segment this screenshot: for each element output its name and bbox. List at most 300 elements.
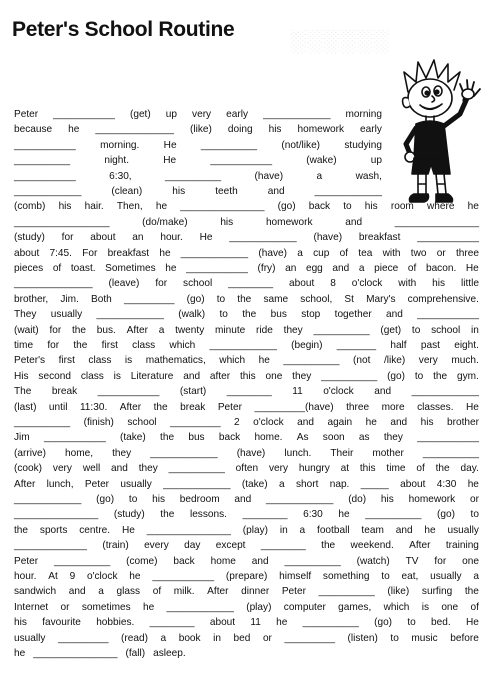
word: (take) (119, 432, 146, 444)
blank-field[interactable]: ____________ (14, 494, 82, 505)
word: 7:45. (49, 247, 72, 259)
word: At (48, 571, 58, 582)
word: hobbies. (96, 617, 135, 629)
word: his (380, 494, 394, 505)
blank-field[interactable]: _______________ (180, 201, 265, 213)
word: to (407, 617, 416, 629)
blank-field[interactable]: ___________ (417, 309, 479, 321)
word: Peter (217, 401, 242, 413)
word: in (471, 324, 479, 336)
word: first (101, 340, 118, 351)
word: in (213, 632, 221, 644)
blank-field[interactable]: ____________ (180, 247, 249, 259)
text-line (14, 446, 479, 461)
word: (take) (241, 478, 268, 490)
blank-field[interactable]: ____________ (263, 109, 331, 120)
word: to (381, 571, 390, 582)
blank-field[interactable]: __________ (318, 586, 375, 598)
word: early (226, 109, 249, 120)
word: (arrive) (14, 447, 46, 459)
word: a (158, 324, 165, 336)
blank-field[interactable]: ________ (149, 617, 195, 629)
word: (leave) (108, 278, 140, 290)
word: his (172, 186, 186, 197)
word: studying (344, 139, 382, 151)
word: half (390, 340, 407, 351)
word: morning (345, 109, 382, 120)
word: (begin) (291, 340, 323, 351)
word: until (48, 401, 68, 413)
text-line (14, 507, 479, 522)
blank-field[interactable]: ______________ (14, 278, 93, 290)
word: usually (430, 571, 462, 582)
word: he (424, 524, 436, 536)
blank-field[interactable]: __________ (14, 155, 71, 167)
word: a (98, 586, 104, 598)
text-line (14, 477, 479, 492)
blank-field[interactable]: __________ (200, 139, 258, 151)
blank-field[interactable]: ___________ (53, 109, 115, 120)
word: (train) (102, 540, 129, 552)
word: of (416, 463, 425, 475)
word: bed. (431, 617, 451, 629)
word: brother (447, 417, 479, 428)
word: Sometimes (105, 263, 156, 274)
word: where (427, 201, 455, 213)
blank-field[interactable]: ________ (242, 509, 288, 521)
blank-field[interactable]: _________ (57, 632, 109, 644)
word: home (210, 555, 236, 567)
word: usually (120, 478, 152, 490)
word: (like) (190, 124, 212, 136)
word: he (467, 478, 479, 490)
word: for (155, 278, 168, 290)
word: asleep. (153, 648, 186, 659)
word: of (152, 586, 162, 598)
word: homework (265, 216, 313, 228)
blank-field[interactable]: _______________ (33, 648, 118, 659)
word: eat, (401, 571, 419, 582)
word: 2 (234, 417, 240, 428)
word: they (138, 463, 158, 475)
word: Jim. (60, 293, 79, 305)
word: after (209, 370, 231, 382)
blank-field[interactable]: _________________ (14, 216, 110, 228)
word: book (178, 632, 201, 644)
blank-field[interactable]: __________ (284, 555, 341, 567)
blank-field[interactable]: ___________ (186, 263, 248, 274)
blank-field[interactable]: _______________ (394, 216, 479, 228)
word: for (61, 232, 74, 244)
blank-field[interactable]: _______ (336, 340, 377, 351)
blank-field[interactable]: __________ (321, 370, 378, 382)
page-title: Peter's School Routine (12, 18, 235, 41)
blank-field[interactable]: _________ (123, 293, 175, 305)
blank-field[interactable]: __________ (54, 555, 111, 567)
word: which (383, 601, 410, 613)
word: back (173, 555, 195, 567)
word: time (14, 340, 34, 351)
word: TV (405, 555, 419, 567)
word: himself (279, 571, 312, 582)
word: morning. (100, 139, 140, 151)
text-line (14, 646, 479, 661)
word: which (219, 355, 246, 367)
blank-field[interactable]: ____________ (96, 309, 164, 321)
word: (finish) (83, 417, 114, 428)
word: (like) (387, 586, 410, 598)
word: usually (14, 632, 46, 644)
word: back (308, 201, 331, 213)
word: to (390, 632, 399, 644)
word: one (265, 370, 283, 382)
word: the (160, 509, 175, 521)
word: about (400, 478, 426, 490)
word: (cook) (14, 463, 43, 475)
blank-field[interactable]: ___________ (210, 155, 273, 167)
word: bus (188, 432, 205, 444)
text-line (14, 538, 479, 553)
word: (go) (277, 201, 296, 213)
word: o'clock (253, 417, 284, 428)
word: and (234, 494, 252, 505)
word: He (163, 155, 177, 167)
word: a (358, 263, 365, 274)
word: He (121, 524, 135, 536)
word: he (129, 571, 141, 582)
word: 11 (292, 386, 303, 398)
word: with (398, 278, 417, 290)
blank-field[interactable]: ____________ (266, 494, 334, 505)
word: After (126, 324, 148, 336)
word: (go) (436, 509, 455, 521)
blank-field[interactable]: ____________ (166, 601, 234, 613)
blank-field[interactable]: __________ (14, 417, 71, 428)
word: his (364, 201, 378, 213)
word: to (128, 494, 138, 505)
word: two (410, 247, 427, 259)
text-line (14, 600, 479, 615)
word: again (327, 417, 353, 428)
word: of (470, 601, 479, 613)
word: to (343, 201, 352, 213)
word: the (321, 540, 336, 552)
word: he (365, 417, 377, 428)
word: glass (116, 586, 141, 598)
word: Then, (116, 201, 143, 213)
blank-field[interactable]: ___________ (152, 571, 215, 582)
word: one (462, 555, 479, 567)
word: very (192, 109, 212, 120)
word: egg (305, 263, 323, 274)
word: the (153, 401, 168, 413)
word: piece (374, 263, 399, 274)
word: and (251, 555, 269, 567)
word: his (152, 494, 165, 505)
word: time (386, 463, 406, 475)
word: o'clock (86, 571, 118, 582)
word: lessons. (189, 509, 227, 521)
word: /like) (383, 355, 406, 367)
word: weekend. (350, 540, 394, 552)
blank-field[interactable]: __________ (165, 170, 222, 182)
word: about (209, 617, 236, 629)
blank-field[interactable]: ________ (228, 278, 274, 290)
word: together (334, 309, 372, 321)
word: dinner (241, 586, 270, 598)
word: He (465, 617, 479, 629)
word: this (359, 463, 376, 475)
word: they (283, 324, 303, 336)
blank-field[interactable]: __________ (365, 509, 422, 521)
blank-field[interactable]: ____________ (14, 186, 82, 197)
word: (go) (374, 617, 393, 629)
word: minute (215, 324, 246, 336)
text-line (14, 261, 479, 276)
blank-field[interactable]: ____________ (163, 478, 231, 490)
blank-field[interactable]: __________ (422, 447, 479, 459)
word: games, (338, 601, 372, 613)
blank-field[interactable]: _____ (360, 478, 389, 490)
word: about (289, 278, 315, 290)
word: except (215, 540, 246, 552)
word: before (450, 632, 479, 644)
word: mathematics, (145, 355, 206, 367)
word: and (374, 386, 392, 398)
word: for (434, 555, 447, 567)
word: class (132, 340, 156, 351)
word: or (60, 601, 70, 613)
word: wash, (355, 170, 382, 182)
blank-field[interactable]: __________ (283, 355, 340, 367)
blank-field[interactable]: ________ (260, 540, 306, 552)
word: hair. (84, 201, 104, 213)
blank-field[interactable]: ___________ (417, 432, 479, 444)
blank-field[interactable]: ______________ (95, 124, 174, 136)
text-line (14, 276, 479, 291)
word: breakfast (107, 247, 150, 259)
word: up (165, 109, 177, 120)
blank-field[interactable]: _______________ (14, 509, 99, 521)
word: break (180, 401, 206, 413)
word: 9 (69, 571, 76, 582)
word: of (52, 263, 62, 274)
word: and (267, 186, 285, 197)
word: (clean) (111, 186, 143, 197)
blank-field[interactable]: __________ (302, 617, 359, 629)
blank-field[interactable]: ___________ (417, 232, 479, 244)
word: early (360, 124, 382, 136)
word: (do/make) (142, 216, 188, 228)
word: his (268, 124, 282, 136)
word: he (276, 617, 288, 629)
word: 4:30 (436, 478, 457, 490)
word: (comb) (14, 201, 46, 213)
word: one (441, 601, 459, 613)
word: room (390, 201, 414, 213)
text-line (14, 169, 382, 184)
blank-field[interactable]: _________ (170, 417, 221, 428)
word: Both (91, 293, 112, 305)
blank-field[interactable]: _____________ (14, 540, 87, 552)
word: first (58, 355, 75, 367)
word: well (82, 463, 101, 475)
word: twenty (175, 324, 205, 336)
text-line (14, 631, 479, 646)
word: music (411, 632, 438, 644)
word: he (14, 648, 26, 659)
blank-field[interactable]: __________ (313, 324, 370, 336)
word: and (332, 263, 350, 274)
word: teeth (215, 186, 238, 197)
word: milk. (173, 586, 195, 598)
word: He (466, 401, 479, 413)
word: they (383, 432, 403, 444)
blank-field[interactable]: ____________ (411, 386, 479, 398)
word: up (370, 155, 382, 167)
word: something (322, 571, 370, 582)
word: nap. (329, 478, 350, 490)
word: a (473, 571, 479, 582)
word: After (207, 586, 229, 598)
word: His (14, 370, 29, 382)
word: Peter (84, 478, 110, 490)
word: same (263, 293, 289, 305)
text-line (14, 554, 479, 569)
word: As (296, 432, 309, 444)
word: hungry (298, 463, 330, 475)
word: doing (227, 124, 253, 136)
text-line (14, 430, 479, 445)
word: lunch, (46, 478, 74, 490)
word: second (38, 370, 71, 382)
word: bedroom (179, 494, 220, 505)
word: (get) (129, 109, 151, 120)
text-line (14, 461, 479, 476)
text-line (14, 584, 479, 599)
text-line (14, 107, 382, 122)
word: (read) (121, 632, 148, 644)
word: Peter (281, 586, 306, 598)
word: his (432, 278, 446, 290)
word: with (382, 247, 401, 259)
word: For (82, 247, 98, 259)
word: his (58, 201, 72, 213)
word: this (239, 370, 256, 382)
word: tea (358, 247, 373, 259)
word: He (163, 139, 177, 151)
word: the (71, 324, 87, 336)
word: the (435, 463, 450, 475)
blank-field[interactable]: __________ (168, 463, 225, 475)
word: 6:30, (109, 170, 132, 182)
word: his (14, 617, 27, 629)
word: an (285, 263, 297, 274)
text-line (14, 615, 479, 630)
text-line (14, 199, 479, 214)
word: The (14, 386, 32, 398)
text-line (14, 153, 382, 168)
word: toast. (70, 263, 96, 274)
word: about (14, 247, 40, 259)
word: computer (283, 601, 326, 613)
word: a (297, 247, 303, 259)
blank-field[interactable]: _________(have) (254, 401, 334, 413)
text-line (14, 415, 479, 430)
word: (have) (258, 247, 288, 259)
word: a (160, 632, 167, 644)
word: home, (65, 447, 94, 459)
word: usually (50, 309, 83, 321)
word: bed (233, 632, 251, 644)
blank-field[interactable]: _______________ (146, 524, 231, 536)
word: three (455, 247, 479, 259)
word: lunch. (284, 447, 312, 459)
text-line (14, 384, 479, 399)
word: homework (297, 124, 345, 136)
blank-field[interactable]: ________ (226, 386, 272, 398)
blank-field[interactable]: ____________ (314, 186, 382, 197)
word: Mary's (366, 293, 396, 305)
word: he (159, 247, 171, 259)
word: the (242, 309, 257, 321)
word: cup (313, 247, 330, 259)
blank-field[interactable]: ___________ (43, 432, 106, 444)
word: home. (254, 432, 283, 444)
word: (do) (348, 494, 367, 505)
word: to (219, 309, 228, 321)
word: He (465, 263, 479, 274)
word: to (216, 293, 226, 305)
word: classes. (417, 401, 454, 413)
word: (play) (242, 524, 268, 536)
word: is (113, 370, 121, 382)
blank-field[interactable]: ___________ (14, 170, 76, 182)
word: and (395, 524, 413, 536)
word: (listen) (347, 632, 378, 644)
word: 11 (250, 617, 261, 629)
word: he (165, 263, 177, 274)
word: (wait) (14, 324, 39, 336)
blank-field[interactable]: _________ (284, 632, 335, 644)
word: and (297, 417, 314, 428)
blank-field[interactable]: ___________ (97, 386, 160, 398)
word: the (14, 524, 29, 536)
blank-field[interactable]: ____________ (229, 232, 297, 244)
word: (have) (313, 232, 343, 244)
word: a (299, 524, 306, 536)
word: the (464, 586, 479, 598)
word: he (155, 201, 168, 213)
word: sports (39, 524, 68, 536)
blank-field[interactable]: ____________ (150, 447, 218, 459)
word: of (407, 263, 417, 274)
word: team (361, 524, 384, 536)
text-line (14, 400, 479, 415)
word: the (237, 293, 252, 305)
text-line (14, 492, 479, 507)
word: (have) (254, 170, 284, 182)
blank-field[interactable]: ___________ (14, 139, 76, 151)
blank-field[interactable]: ____________ (209, 340, 277, 351)
word: and (183, 370, 201, 382)
text-line (14, 184, 382, 199)
word: and (345, 216, 363, 228)
word: usually (447, 524, 479, 536)
word: in (279, 524, 288, 536)
word: at (340, 463, 350, 475)
text-line (14, 138, 382, 153)
